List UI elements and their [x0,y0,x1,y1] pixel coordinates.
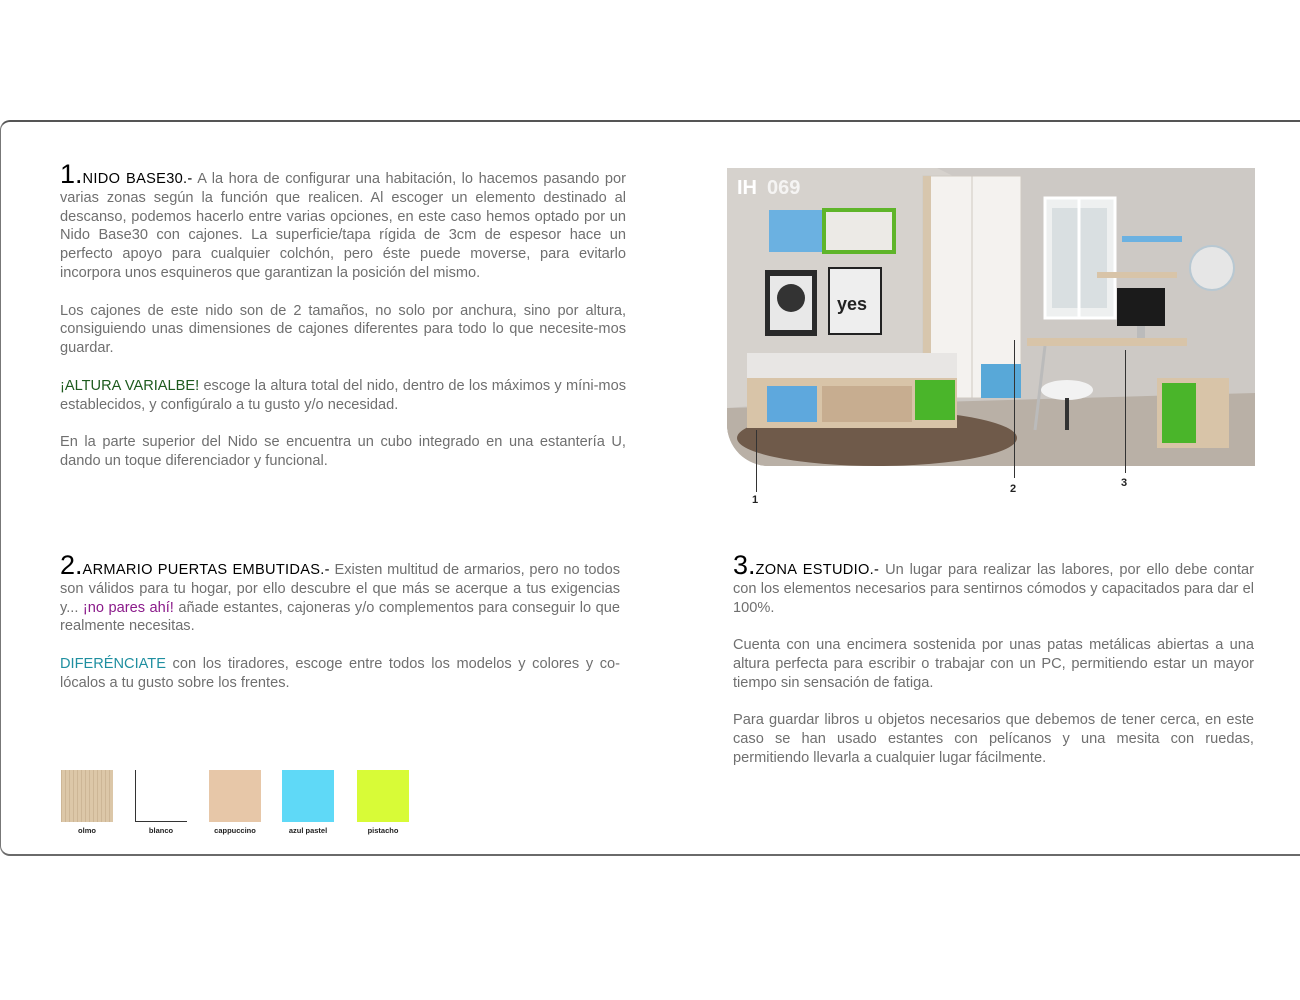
room-photo [727,168,1255,466]
diferenciate-highlight: DIFERÉNCIATE [60,655,166,672]
section2-title: ARMARIO PUERTAS EMBUTIDAS.- [82,562,330,578]
section-armario [60,550,621,711]
section3-paragraph-3: Para guardar libros u objetos necesarios que debemos de tener cerca, en este caso se han usado estantes con pelícanos y una mesita con ruedas, permitiendo llevarla a cualquier lugar fácilmente. [733,712,1254,766]
callout-number-2: 2 [1010,483,1017,495]
callout-line-3 [1125,350,1126,473]
swatch-azul-pastel [282,770,334,822]
section1-paragraph-1 [60,159,626,283]
section2-paragraph-2 [60,655,620,693]
section2-number: 2. [60,550,83,580]
swatch-label-cappuccino: cappuccino [214,826,256,835]
section1-paragraph-3 [60,377,626,415]
swatch-olmo [61,770,113,822]
no-pares-highlight: ¡no pares ahí! [82,599,174,616]
section1-title: NIDO BASE30.- [82,171,193,187]
swatch-label-azul-pastel: azul pastel [288,826,328,835]
altura-variable-highlight: ¡ALTURA VARIALBE! [60,377,200,394]
callout-line-2 [1014,340,1015,478]
swatch-label-olmo: olmo [78,826,96,835]
section3-text-1: Un lugar para realizar las labores, por ello debe contar con los elementos necesarios para sentirnos cómodos y capacitados para dar el 100%. [733,562,1254,616]
section2-text-1a: Existen multitud de armarios, pero no todos son válidos para tu hogar, por ello descubre el que más se acerque a tus exigencias y... [60,562,620,616]
section2-text-1b: añade estantes, cajoneras y/o complementos para conseguir lo que realmente necesitas. [60,599,621,635]
swatch-cappuccino [209,770,261,822]
section3-title: ZONA ESTUDIO.- [755,562,880,578]
section1-text-1: A la hora de configurar una habitación, lo hacemos pasando por varias zonas según la función que realicen. Al escoger un elemento destinado al descanso, podemos hacerlo entre varias opciones, en este caso hemos optado por un Nido Base30 con cajones. La superficie/tapa rígida de 3cm de espesor hace un perfecto apoyo para cualquier colchón, pero éste puede moverse, para evitarlo incorpora unos esquineros que garantizan la posición del mismo. [60,171,626,281]
callout-number-3: 3 [1121,477,1128,489]
model-code-number: 069 [767,177,801,199]
section3-paragraph-2: Cuenta con una encimera sostenida por unas patas metálicas abiertas a una altura perfecta para escribir o trabajar con un PC, permitiendo estar un mayor tiempo sin sensación de fatiga. [733,637,1254,691]
callout-line-1 [756,430,757,492]
section1-paragraph-4: En la parte superior del Nido se encuentra un cubo integrado en una estantería U, dando un toque diferenciador y funcional. [60,434,626,469]
section-zona-estudio [733,550,1254,787]
room-illustration [727,168,1255,466]
section1-text-3: escoge la altura total del nido, dentro de los máximos y míni-mos establecidos, y configúralo a tu gusto y/o necesidad. [60,377,626,413]
swatch-pistacho [357,770,409,822]
section-nido-base30 [60,159,626,490]
section3-paragraph-1 [733,550,1254,617]
poster-text: yes [837,294,868,314]
swatch-label-pistacho: pistacho [367,826,399,835]
model-code-prefix: IH [737,177,757,199]
section2-paragraph-1 [60,550,621,636]
swatch-label-blanco: blanco [148,826,174,835]
section3-number: 3. [733,550,756,580]
section1-paragraph-2: Los cajones de este nido son de 2 tamaños, no solo por anchura, sino por altura, consiguiendo unas dimensiones de cajones diferentes para todo lo que necesite-mos guardar. [60,302,626,357]
callout-number-1: 1 [752,494,759,506]
section1-number: 1. [60,159,83,189]
section2-text-2: con los tiradores, escoge entre todos los modelos y colores y co-lócalos a tu gusto sobre los frentes. [60,655,620,691]
swatch-blanco [135,770,187,822]
